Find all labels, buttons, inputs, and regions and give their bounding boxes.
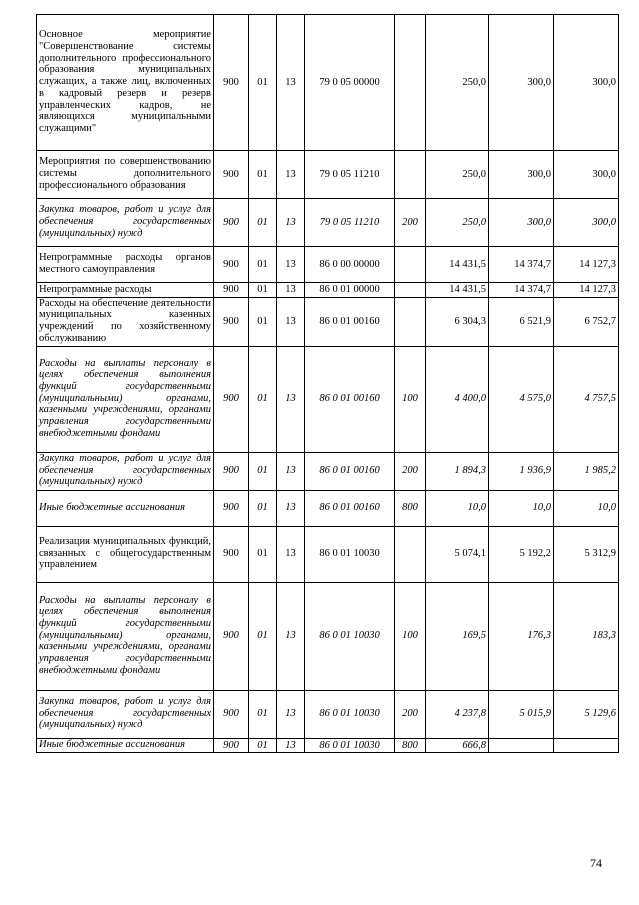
row-name: Расходы на обеспечение деятельности муниципальных казенных учреждений по хозяйственному обслуживанию: [37, 297, 214, 346]
amount-year-3: 5 129,6: [554, 690, 619, 738]
amount-year-3: 10,0: [554, 490, 619, 526]
row-name: Мероприятия по совершенствованию системы дополнительного профессионального образования: [37, 151, 214, 199]
amount-year-3: [554, 738, 619, 753]
ministry-code: 900: [214, 15, 249, 151]
amount-year-3: 300,0: [554, 15, 619, 151]
amount-year-2: 14 374,7: [489, 283, 554, 298]
table-row: [37, 297, 619, 346]
ministry-code: 900: [214, 690, 249, 738]
subsection-code: 13: [277, 738, 305, 753]
section-code: 01: [249, 490, 277, 526]
target-article: 86 0 01 00160: [305, 490, 395, 526]
expense-type: 200: [395, 690, 426, 738]
expense-type: [395, 151, 426, 199]
ministry-code: 900: [214, 151, 249, 199]
section-code: 01: [249, 297, 277, 346]
amount-year-1: 1 894,3: [426, 452, 489, 490]
section-code: 01: [249, 247, 277, 283]
subsection-code: 13: [277, 199, 305, 247]
ministry-code: 900: [214, 526, 249, 582]
table-row: [37, 738, 619, 753]
section-code: 01: [249, 738, 277, 753]
subsection-code: 13: [277, 247, 305, 283]
section-code: 01: [249, 283, 277, 298]
subsection-code: 13: [277, 346, 305, 452]
section-code: 01: [249, 452, 277, 490]
expense-type: [395, 526, 426, 582]
subsection-code: 13: [277, 151, 305, 199]
subsection-code: 13: [277, 582, 305, 690]
row-name: Закупка товаров, работ и услуг для обеспечения государственных (муниципальных) нужд: [37, 199, 214, 247]
amount-year-1: 250,0: [426, 15, 489, 151]
target-article: 86 0 01 00000: [305, 283, 395, 298]
amount-year-3: 4 757,5: [554, 346, 619, 452]
amount-year-3: 5 312,9: [554, 526, 619, 582]
target-article: 86 0 01 00160: [305, 452, 395, 490]
target-article: 86 0 01 10030: [305, 526, 395, 582]
target-article: 79 0 05 11210: [305, 199, 395, 247]
target-article: 86 0 00 00000: [305, 247, 395, 283]
expense-type: [395, 283, 426, 298]
target-article: 86 0 01 10030: [305, 582, 395, 690]
table-row: [37, 283, 619, 298]
amount-year-2: 300,0: [489, 151, 554, 199]
amount-year-2: 5 192,2: [489, 526, 554, 582]
ministry-code: 900: [214, 490, 249, 526]
amount-year-1: 169,5: [426, 582, 489, 690]
amount-year-2: 1 936,9: [489, 452, 554, 490]
amount-year-3: 300,0: [554, 199, 619, 247]
target-article: 86 0 01 00160: [305, 346, 395, 452]
ministry-code: 900: [214, 582, 249, 690]
row-name: Непрограммные расходы органов местного самоуправления: [37, 247, 214, 283]
section-code: 01: [249, 690, 277, 738]
row-name: Закупка товаров, работ и услуг для обеспечения государственных (муниципальных) нужд: [37, 452, 214, 490]
amount-year-1: 14 431,5: [426, 247, 489, 283]
ministry-code: 900: [214, 452, 249, 490]
target-article: 79 0 05 11210: [305, 151, 395, 199]
amount-year-2: 5 015,9: [489, 690, 554, 738]
table-row: [37, 582, 619, 690]
expense-type: [395, 15, 426, 151]
expense-type: 100: [395, 582, 426, 690]
amount-year-2: 6 521,9: [489, 297, 554, 346]
amount-year-1: 10,0: [426, 490, 489, 526]
table-row: [37, 15, 619, 151]
amount-year-2: 300,0: [489, 15, 554, 151]
budget-table: [36, 14, 619, 753]
section-code: 01: [249, 346, 277, 452]
amount-year-2: 176,3: [489, 582, 554, 690]
expense-type: 100: [395, 346, 426, 452]
target-article: 86 0 01 10030: [305, 690, 395, 738]
row-name: Основное мероприятие "Совершенствование системы дополнительного профессионального образования муниципальных служащих, а также лиц, включенных в кадровый резерв и резерв управленческих кадров, не являющихся муниципальными служащими": [37, 15, 214, 151]
expense-type: 200: [395, 199, 426, 247]
table-row: [37, 452, 619, 490]
table-row: [37, 346, 619, 452]
amount-year-2: 300,0: [489, 199, 554, 247]
amount-year-1: 5 074,1: [426, 526, 489, 582]
ministry-code: 900: [214, 247, 249, 283]
amount-year-3: 6 752,7: [554, 297, 619, 346]
subsection-code: 13: [277, 283, 305, 298]
ministry-code: 900: [214, 283, 249, 298]
amount-year-3: 14 127,3: [554, 247, 619, 283]
subsection-code: 13: [277, 490, 305, 526]
amount-year-1: 4 400,0: [426, 346, 489, 452]
subsection-code: 13: [277, 452, 305, 490]
table-row: [37, 490, 619, 526]
amount-year-1: 14 431,5: [426, 283, 489, 298]
ministry-code: 900: [214, 346, 249, 452]
row-name: Расходы на выплаты персоналу в целях обеспечения выполнения функций государственными (муниципальными) органами, казенными учреждениями, органами управления государственными внебюджетными фондами: [37, 346, 214, 452]
table-row: [37, 526, 619, 582]
expense-type: [395, 297, 426, 346]
table-row: [37, 690, 619, 738]
amount-year-2: 10,0: [489, 490, 554, 526]
section-code: 01: [249, 199, 277, 247]
amount-year-1: 250,0: [426, 199, 489, 247]
expense-type: 800: [395, 490, 426, 526]
amount-year-3: 300,0: [554, 151, 619, 199]
target-article: 79 0 05 00000: [305, 15, 395, 151]
section-code: 01: [249, 151, 277, 199]
row-name: Иные бюджетные ассигнования: [37, 490, 214, 526]
section-code: 01: [249, 582, 277, 690]
subsection-code: 13: [277, 297, 305, 346]
amount-year-1: 4 237,8: [426, 690, 489, 738]
amount-year-2: 4 575,0: [489, 346, 554, 452]
target-article: 86 0 01 00160: [305, 297, 395, 346]
row-name: Реализация муниципальных функций, связанных с общегосударственным управлением: [37, 526, 214, 582]
expense-type: 800: [395, 738, 426, 753]
table-row: [37, 199, 619, 247]
amount-year-2: [489, 738, 554, 753]
target-article: 86 0 01 10030: [305, 738, 395, 753]
ministry-code: 900: [214, 199, 249, 247]
table-body: [37, 15, 619, 753]
subsection-code: 13: [277, 15, 305, 151]
amount-year-1: 250,0: [426, 151, 489, 199]
amount-year-3: 183,3: [554, 582, 619, 690]
ministry-code: 900: [214, 738, 249, 753]
row-name: Непрограммные расходы: [37, 283, 214, 298]
amount-year-1: 666,8: [426, 738, 489, 753]
amount-year-2: 14 374,7: [489, 247, 554, 283]
row-name: Расходы на выплаты персоналу в целях обеспечения выполнения функций государственными (муниципальными) органами, казенными учреждениями, органами управления государственными внебюджетными фондами: [37, 582, 214, 690]
page-number: 74: [590, 856, 602, 870]
ministry-code: 900: [214, 297, 249, 346]
expense-type: [395, 247, 426, 283]
table-row: [37, 151, 619, 199]
row-name: Закупка товаров, работ и услуг для обеспечения государственных (муниципальных) нужд: [37, 690, 214, 738]
table-row: [37, 247, 619, 283]
section-code: 01: [249, 526, 277, 582]
amount-year-3: 1 985,2: [554, 452, 619, 490]
row-name: Иные бюджетные ассигнования: [37, 738, 214, 753]
subsection-code: 13: [277, 526, 305, 582]
amount-year-1: 6 304,3: [426, 297, 489, 346]
section-code: 01: [249, 15, 277, 151]
subsection-code: 13: [277, 690, 305, 738]
expense-type: 200: [395, 452, 426, 490]
amount-year-3: 14 127,3: [554, 283, 619, 298]
